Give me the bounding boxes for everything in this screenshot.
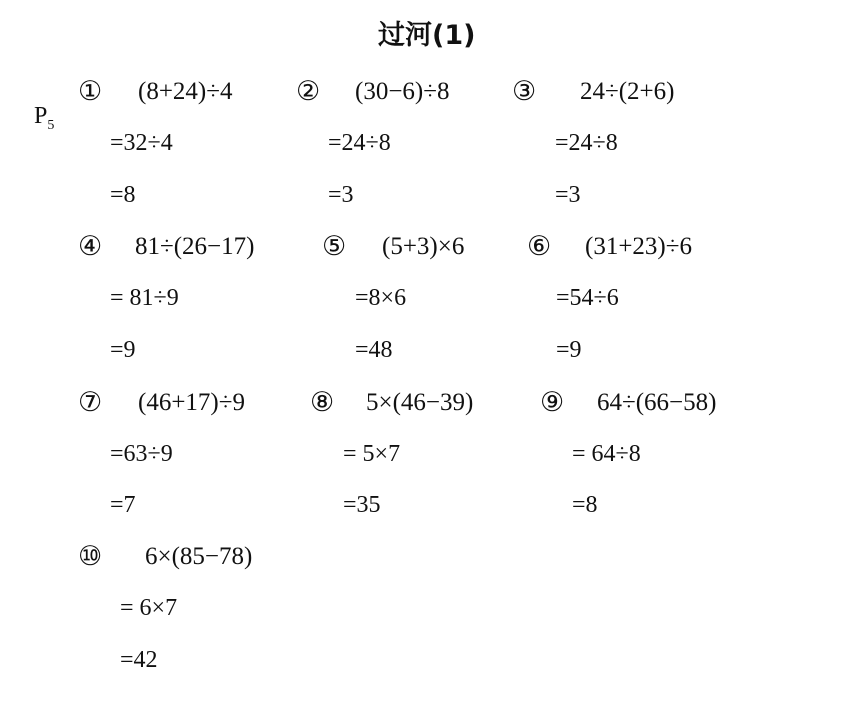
problem-2-expression: (30−6)÷8: [355, 78, 450, 105]
problem-7-step-2: =7: [110, 492, 136, 518]
problem-4-step-1: = 81÷9: [110, 285, 179, 311]
problem-3-step-2: =3: [555, 182, 581, 208]
problem-3-step-1: =24÷8: [555, 130, 618, 156]
page-number-subscript: 5: [47, 117, 55, 133]
page-number-label: [22, 80, 54, 133]
problem-6-step-2: =9: [556, 337, 582, 363]
problem-8-step-1: = 5×7: [343, 441, 401, 467]
problem-1-expression: (8+24)÷4: [138, 78, 233, 105]
problem-2-number: ②: [296, 76, 321, 106]
page-title: 过河(1): [378, 20, 476, 51]
problem-10-step-1: = 6×7: [120, 595, 178, 621]
problem-9-expression: 64÷(66−58): [597, 389, 717, 416]
problem-1-number: ①: [78, 76, 103, 106]
problem-7-number: ⑦: [78, 387, 103, 417]
problem-5-expression: (5+3)×6: [382, 233, 465, 260]
problem-3-expression: 24÷(2+6): [580, 78, 675, 105]
problem-9-number: ⑨: [540, 387, 565, 417]
problem-5-number: ⑤: [322, 231, 347, 261]
problem-2-step-2: =3: [328, 182, 354, 208]
problem-4-step-2: =9: [110, 337, 136, 363]
problem-6-step-1: =54÷6: [556, 285, 619, 311]
problem-10-number: ⑩: [78, 541, 103, 571]
problem-10-expression: 6×(85−78): [145, 543, 253, 570]
problem-8-step-2: =35: [343, 492, 381, 518]
problem-7-step-1: =63÷9: [110, 441, 173, 467]
problem-6-number: ⑥: [527, 231, 552, 261]
problem-10-step-2: =42: [120, 647, 158, 673]
problem-5-step-1: =8×6: [355, 285, 407, 311]
problem-2-step-1: =24÷8: [328, 130, 391, 156]
problem-4-number: ④: [78, 231, 103, 261]
problem-8-expression: 5×(46−39): [366, 389, 474, 416]
problem-7-expression: (46+17)÷9: [138, 389, 245, 416]
problem-3-number: ③: [512, 76, 537, 106]
problem-8-number: ⑧: [310, 387, 335, 417]
problem-9-step-2: =8: [572, 492, 598, 518]
problem-9-step-1: = 64÷8: [572, 441, 641, 467]
page-number-letter: P: [34, 103, 48, 129]
problem-6-expression: (31+23)÷6: [585, 233, 692, 260]
problem-1-step-2: =8: [110, 182, 136, 208]
problem-1-step-1: =32÷4: [110, 130, 173, 156]
problem-4-expression: 81÷(26−17): [135, 233, 255, 260]
problem-5-step-2: =48: [355, 337, 393, 363]
